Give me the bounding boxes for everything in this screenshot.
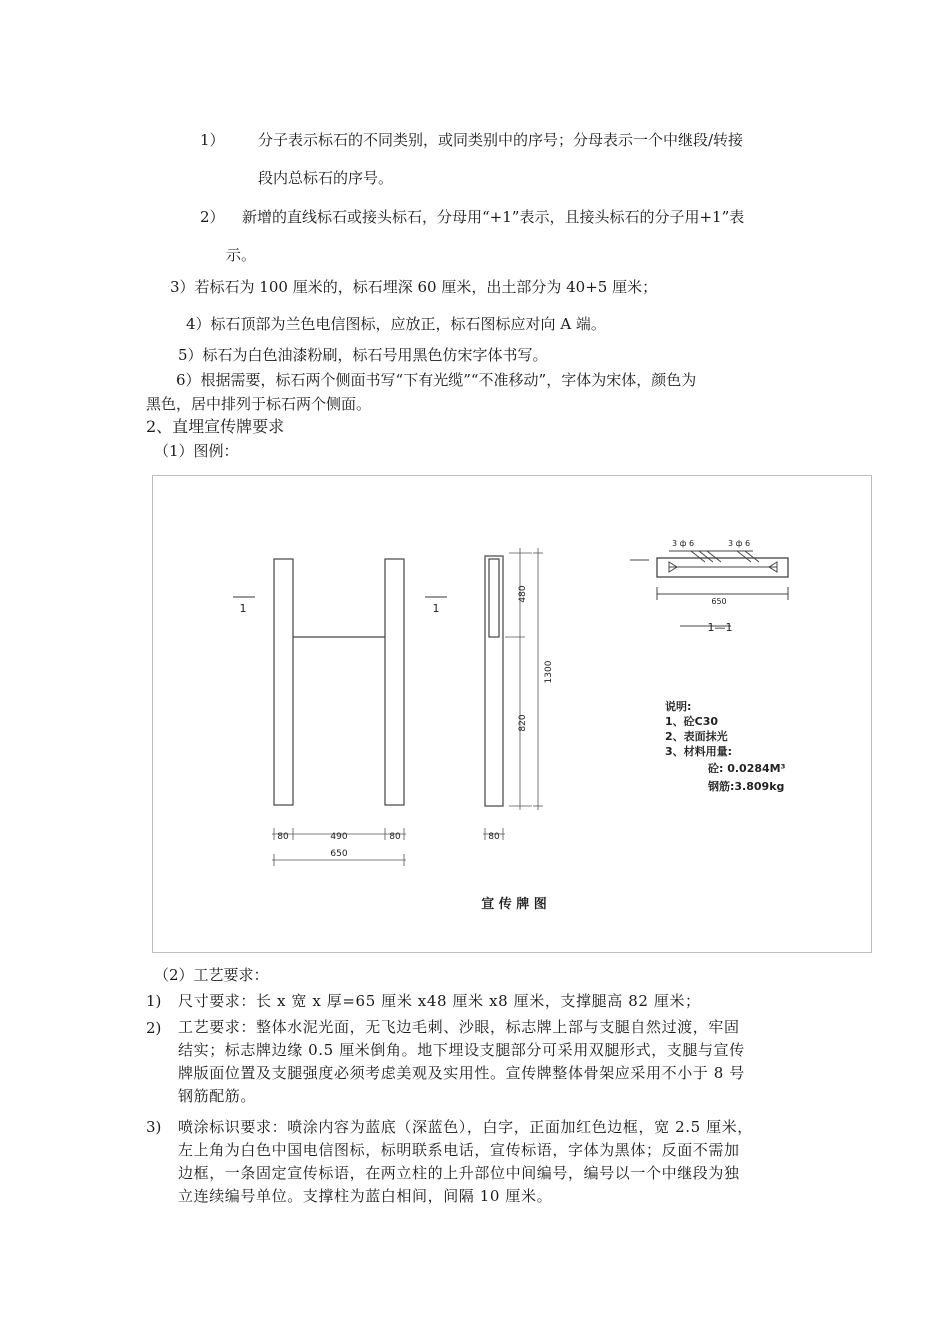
- paragraph-line: 工艺要求：整体水泥光面，无飞边毛刺、沙眼，标志牌上部与支腿自然过渡，牢固: [178, 1018, 740, 1036]
- dim-80-left: 80: [277, 832, 289, 842]
- notes: [665, 699, 786, 793]
- paragraph-line: 尺寸要求：长 x 宽 x 厚=65 厘米 x48 厘米 x8 厘米，支撑腿高 82 厘米；: [178, 992, 701, 1010]
- figure-caption: 宣 传 牌 图: [481, 897, 547, 912]
- note-concrete: 砼: 0.0284M³: [708, 762, 786, 775]
- section-detail: [630, 551, 788, 626]
- dim-650-front: 650: [330, 849, 348, 859]
- dim-480: 480: [518, 585, 528, 603]
- subsection-label: （2）工艺要求：: [154, 966, 269, 984]
- figure-frame: [152, 475, 872, 953]
- paragraph-line: 新增的直线标石或接头标石，分母用“+1”表示，且接头标石的分子用+1”表: [242, 208, 745, 226]
- list-item: 5）标石为白色油漆粉刷，标石号用黑色仿宋字体书写。: [178, 346, 548, 364]
- paragraph-line: 结实；标志牌边缘 0.5 厘米倒角。地下埋设支腿部分可采用双腿形式，支腿与宣传: [178, 1041, 745, 1059]
- side-elevation: [485, 556, 503, 806]
- list-number: 1): [146, 992, 162, 1010]
- dim-650-section: 650: [711, 597, 727, 606]
- requirement-3: [178, 1116, 753, 1208]
- paragraph-line: 钢筋配筋。: [178, 1087, 257, 1105]
- paragraph-line: 立连续编号单位。支撑柱为蓝白相间，间隔 10 厘米。: [178, 1187, 553, 1205]
- paragraph-line: 喷涂标识要求：喷涂内容为蓝底（深蓝色），白字，正面加红色边框，宽 2.5 厘米，: [178, 1118, 753, 1136]
- note-1: 1、砼C30: [665, 715, 719, 728]
- section-mark-left: 1: [239, 602, 247, 615]
- requirement-1: [178, 990, 701, 1013]
- paragraph-line: 段内总标石的序号。: [258, 169, 394, 187]
- subsection-label: （1）图例：: [154, 442, 239, 460]
- note-steel: 钢筋:3.809kg: [708, 780, 785, 793]
- requirement-2: [178, 1016, 745, 1108]
- section-heading: 2、直埋宣传牌要求: [146, 417, 285, 436]
- dim-80-side: 80: [488, 832, 500, 842]
- rebar-label-left: 3 ф 6: [671, 539, 695, 548]
- dim-80-right: 80: [389, 832, 401, 842]
- list-number: 2）: [200, 208, 225, 226]
- paragraph-line: 6）根据需要，标石两个侧面书写“下有光缆”“不准移动”，字体为宋体，颜色为: [176, 371, 697, 389]
- list-number: 3): [146, 1118, 162, 1136]
- paragraph-line: 示。: [226, 246, 257, 264]
- list-item: 3）若标石为 100 厘米的，标石埋深 60 厘米，出土部分为 40+5 厘米；: [170, 278, 658, 296]
- front-elevation: [274, 559, 404, 805]
- paragraph-line: 牌版面位置及支腿强度必须考虑美观及实用性。宣传牌整体骨架应采用不小于 8 号: [178, 1064, 745, 1082]
- section-mark-right: 1: [432, 602, 440, 615]
- sign-drawing: [153, 476, 873, 954]
- rebar-label-right: 3 ф 6: [727, 539, 751, 548]
- paragraph-line: 分子表示标石的不同类别，或同类别中的序号；分母表示一个中继段/转接: [258, 131, 744, 149]
- dim-1300: 1300: [544, 660, 554, 684]
- note-2: 2、表面抹光: [665, 730, 728, 743]
- note-title: 说明:: [665, 700, 692, 713]
- list-item: 4）标石顶部为兰色电信图标，应放正，标石图标应对向 A 端。: [186, 315, 606, 333]
- dim-490: 490: [330, 832, 348, 842]
- paragraph-line: 黑色，居中排列于标石两个侧面。: [146, 395, 372, 413]
- paragraph-line: 边框，一条固定宣传标语，在两立柱的上升部位中间编号，编号以一个中继段为独: [178, 1164, 740, 1182]
- dim-820: 820: [518, 714, 528, 732]
- note-3: 3、材料用量:: [665, 745, 733, 758]
- paragraph-line: 左上角为白色中国电信图标，标明联系电话，宣传标语，字体为黑体；反面不需加: [178, 1141, 740, 1159]
- list-number: 1）: [200, 131, 225, 149]
- list-number: 2): [146, 1019, 162, 1037]
- section-label: 1—1: [707, 621, 733, 634]
